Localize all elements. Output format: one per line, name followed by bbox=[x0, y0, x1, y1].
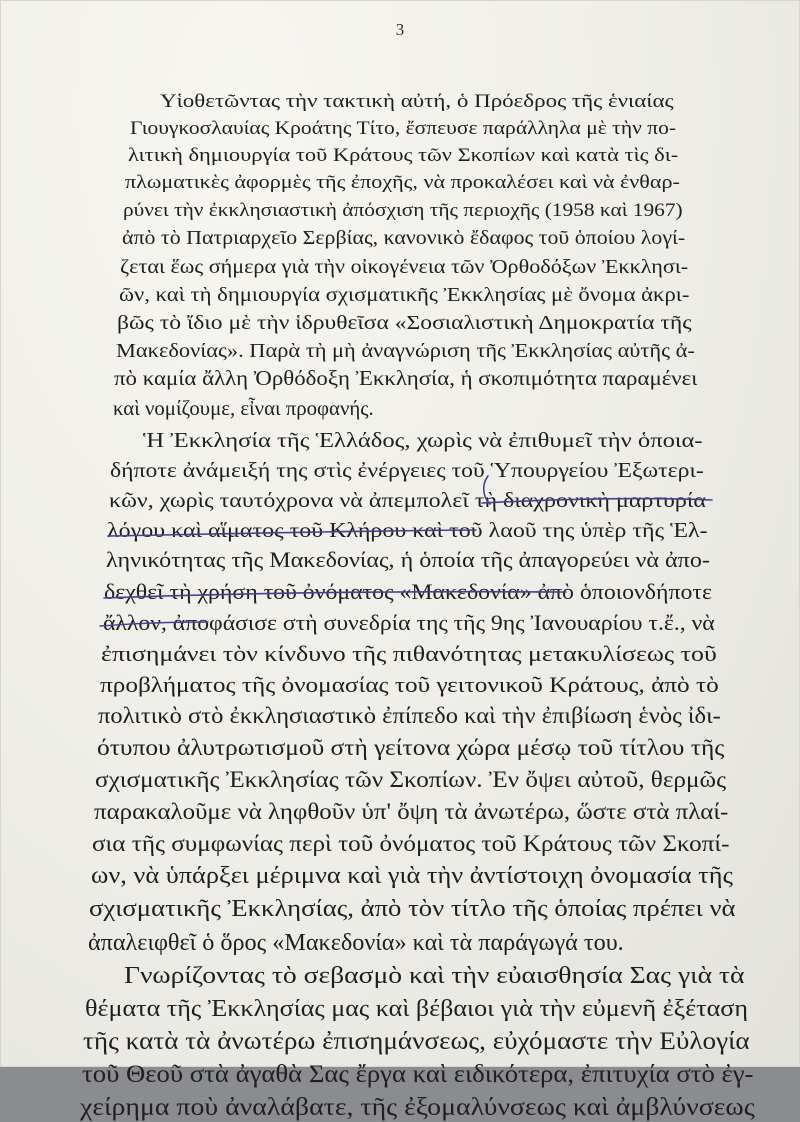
text-line: ζεται ἕως σήμερα γιὰ τὴν οἰκογένεια τῶν Ὀρθοδόξων Ἐκκλησι- bbox=[120, 256, 689, 278]
text-line: σχισματικῆς Ἐκκλησίας, ἀπὸ τὸν τίτλο τῆς ὁποίας πρέπει νὰ bbox=[89, 896, 736, 922]
text-line: ων, νὰ ὑπάρξει μέριμνα καὶ γιὰ τὴν ἀντίστοιχη ὀνομασία τῆς bbox=[91, 863, 733, 889]
text-line: καὶ νομίζουμε, εἶναι προφανής. bbox=[113, 397, 374, 420]
text-line: ἐπισημάνει τὸν κίνδυνο τῆς πιθανότητας μετακυλίσεως τοῦ bbox=[101, 641, 717, 666]
text-line: κῶν, χωρὶς ταυτόχρονα νὰ ἀπεμπολεῖ τὴ διαχρονικὴ μαρτυρία bbox=[109, 488, 706, 512]
text-line: πολιτικὸ στὸ ἐκκλησιαστικὸ ἐπίπεδο καὶ τὴν ἐπιβίωση ἑνὸς ἰδι- bbox=[98, 703, 721, 728]
text-line: χείρημα ποὺ ἀναλάβατε, τῆς ἐξομαλύνσεως καὶ ἀμβλύνσεως bbox=[80, 1094, 755, 1121]
text-line: Υἱοθετῶντας τὴν τακτικὴ αὐτή, ὁ Πρόεδρος τῆς ἑνιαίας bbox=[160, 91, 674, 112]
text-line: σια τῆς συμφωνίας περὶ τοῦ ὀνόματος τοῦ Κράτους τῶν Σκοπί- bbox=[92, 831, 730, 857]
text-line: τοῦ Θεοῦ στὰ ἀγαθὰ Σας ἔργα καὶ ειδικότερα, ἐπιτυχία στὸ ἐγ- bbox=[82, 1061, 754, 1088]
text-line: Γιουγκοσλαυίας Κροάτης Τίτο, ἔσπευσε παράλληλα μὲ τὴν πο- bbox=[130, 118, 677, 139]
text-line: βῶς τὸ ἴδιο μὲ τὴν ἱδρυθεῖσα «Σοσιαλιστικὴ Δημοκρατία τῆς bbox=[117, 312, 692, 334]
text-line: δήποτε ἀνάμειξή της στὶς ἐνέργειες τοῦ Ὑπουργείου Ἐξωτερι- bbox=[110, 458, 704, 482]
text-line: θέματα τῆς Ἐκκλησίας μας καὶ βέβαιοι γιὰ τὴν εὐμενῆ ἐξέταση bbox=[85, 995, 749, 1022]
text-line: σχισματικῆς Ἐκκλησίας τῶν Σκοπίων. Ἐν ὄψει αὐτοῦ, θερμῶς bbox=[95, 767, 727, 793]
text-line: Γνωρίζοντας τὸ σεβασμὸ καὶ τὴν εὐαισθησία Σας γιὰ τὰ bbox=[124, 962, 745, 989]
text-line: ἄλλον, ἀποφάσισε στὴ συνεδρία της τῆς 9ης Ἰανουαρίου τ.ἔ., νὰ bbox=[103, 610, 715, 635]
text-line: Ἡ Ἐκκλησία τῆς Ἑλλάδος, χωρὶς νὰ ἐπιθυμεῖ τὴν ὁποια- bbox=[143, 428, 703, 452]
text-line: ῶν, καὶ τὴ δημιουργία σχισματικῆς Ἐκκλησίας μὲ ὄνομα ἀκρι- bbox=[119, 284, 690, 306]
text-line: πὸ καμία ἄλλη Ὀρθόδοξη Ἐκκλησία, ἡ σκοπιμότητα παραμένει bbox=[114, 368, 698, 390]
text-line: δεχθεῖ τὴ χρήση τοῦ ὀνόματος «Μακεδονία» ἀπὸ ὁποιονδήποτε bbox=[104, 579, 712, 604]
text-line: παρακαλοῦμε νὰ ληφθοῦν ὑπ' ὄψη τὰ ἀνωτέρω, ὥστε στὰ πλαί- bbox=[94, 799, 729, 825]
text-line: Μακεδονίας». Παρὰ τὴ μὴ ἀναγνώριση τῆς Ἐκκλησίας αὐτῆς ἀ- bbox=[116, 340, 695, 362]
text-line: ληνικότητας τῆς Μακεδονίας, ἡ ὁποία τῆς ἀπαγορεύει νὰ ἀπο- bbox=[106, 548, 710, 572]
text-line: ἀπαλειφθεῖ ὁ ὅρος «Μακεδονία» καὶ τὰ παράγωγά του. bbox=[88, 929, 624, 956]
page-number: 3 bbox=[395, 20, 405, 39]
text-line: προβλήματος τῆς ὀνομασίας τοῦ γειτονικοῦ Κράτους, ἀπὸ τὸ bbox=[100, 672, 719, 697]
text-line: ρύνει τὴν ἐκκλησιαστικὴ ἀπόσχιση τῆς περιοχῆς (1958 καὶ 1967) bbox=[123, 200, 683, 221]
text-line: πλωματικὲς ἀφορμὲς τῆς ἐποχῆς, νὰ προκαλέσει καὶ νὰ ἐνθαρ- bbox=[125, 172, 680, 193]
text-line: ότυπου ἀλυτρωτισμοῦ στὴ γείτονα χώρα μέσῳ τοῦ τίτλου τῆς bbox=[97, 735, 725, 760]
text-line: λιτικὴ δημιουργία τοῦ Κράτους τῶν Σκοπίων καὶ κατὰ τὶς δι- bbox=[128, 145, 679, 166]
text-line: τῆς κατὰ τὰ ἀνωτέρω ἐπισημάνσεως, εὐχόμαστε τὴν Εὐλογία bbox=[83, 1028, 750, 1055]
text-line: ἀπὸ τὸ Πατριαρχεῖο Σερβίας, κανονικὸ ἔδαφος τοῦ ὁποίου λογί- bbox=[122, 228, 686, 249]
text-line: λόγου καὶ αἵματος τοῦ Κλήρου καὶ τοῦ λαοῦ της ὑπὲρ τῆς Ἑλ- bbox=[107, 518, 708, 542]
